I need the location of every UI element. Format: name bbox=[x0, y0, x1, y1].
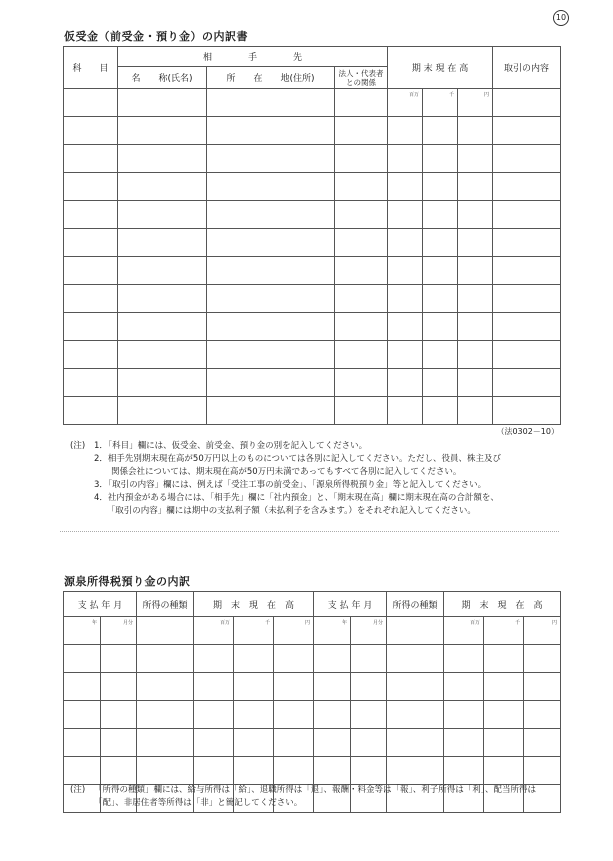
cell-subject[interactable] bbox=[64, 341, 118, 369]
cell-balance-millions[interactable] bbox=[388, 89, 423, 117]
cell-subject[interactable] bbox=[64, 201, 118, 229]
cell-relationship[interactable] bbox=[335, 89, 388, 117]
cell-address[interactable] bbox=[207, 369, 335, 397]
section2-notes bbox=[94, 784, 564, 810]
cell-subject[interactable] bbox=[64, 257, 118, 285]
cell-name[interactable] bbox=[118, 201, 207, 229]
cell-name[interactable] bbox=[118, 285, 207, 313]
cell-balance-thousands[interactable] bbox=[423, 369, 458, 397]
cell-balance-millions[interactable] bbox=[194, 757, 234, 785]
cell-income-type[interactable] bbox=[137, 673, 194, 701]
cell-income-type[interactable] bbox=[137, 729, 194, 757]
cell-address[interactable] bbox=[207, 341, 335, 369]
header-relationship: 法人・代表者との関係 bbox=[335, 67, 388, 89]
cell-balance-yen[interactable] bbox=[458, 229, 493, 257]
cell-balance-millions[interactable] bbox=[388, 117, 423, 145]
cell-balance-yen[interactable] bbox=[458, 397, 493, 425]
cell-details[interactable] bbox=[493, 145, 561, 173]
unit-month: 月分 bbox=[122, 620, 133, 626]
cell-name[interactable] bbox=[118, 89, 207, 117]
header-details: 取引の内容 bbox=[493, 47, 561, 89]
section1-notes bbox=[94, 440, 564, 518]
cell-address[interactable] bbox=[207, 117, 335, 145]
cell-balance-yen[interactable] bbox=[524, 617, 561, 645]
cell-details[interactable] bbox=[493, 313, 561, 341]
cell-balance-yen[interactable] bbox=[458, 201, 493, 229]
unit-yen: 円 bbox=[305, 620, 311, 626]
cell-balance-yen[interactable] bbox=[524, 645, 561, 673]
cell-balance-thousands[interactable] bbox=[423, 257, 458, 285]
cell-balance-millions[interactable] bbox=[388, 285, 423, 313]
header-subject: 科 目 bbox=[64, 47, 118, 89]
cell-year[interactable] bbox=[64, 757, 101, 785]
unit-thousand: 千 bbox=[449, 92, 455, 98]
cell-balance-thousands[interactable] bbox=[423, 173, 458, 201]
note-line: 「取引の内容」欄には期中の支払利子額（未払利子を含みます。）をそれぞれ記入してください。 bbox=[94, 506, 476, 516]
section1-notes-label: (注) bbox=[70, 441, 86, 451]
header-balance: 期 末 現 在 高 bbox=[194, 592, 314, 617]
cell-balance-thousands[interactable] bbox=[423, 117, 458, 145]
cell-balance-thousands[interactable] bbox=[234, 673, 274, 701]
cell-balance-millions[interactable] bbox=[444, 701, 484, 729]
cell-month[interactable] bbox=[101, 757, 137, 785]
cell-details[interactable] bbox=[493, 257, 561, 285]
cell-year[interactable] bbox=[314, 757, 351, 785]
cell-subject[interactable] bbox=[64, 117, 118, 145]
cell-balance-thousands[interactable] bbox=[423, 89, 458, 117]
unit-year: 年 bbox=[91, 620, 97, 626]
cell-balance-thousands[interactable] bbox=[234, 617, 274, 645]
unit-hundred-million: 百万 bbox=[470, 620, 481, 626]
unit-thousand: 千 bbox=[264, 620, 270, 626]
cell-subject[interactable] bbox=[64, 369, 118, 397]
cell-details[interactable] bbox=[493, 173, 561, 201]
cell-subject[interactable] bbox=[64, 285, 118, 313]
cell-income-type[interactable] bbox=[387, 701, 444, 729]
page-number: 10 bbox=[553, 10, 569, 26]
header-payment-month: 支 払 年 月 bbox=[314, 592, 387, 617]
cell-month[interactable] bbox=[101, 729, 137, 757]
unit-thousand: 千 bbox=[515, 620, 521, 626]
cell-details[interactable] bbox=[493, 369, 561, 397]
cell-relationship[interactable] bbox=[335, 397, 388, 425]
cell-balance-thousands[interactable] bbox=[234, 645, 274, 673]
cell-address[interactable] bbox=[207, 257, 335, 285]
cell-balance-millions[interactable] bbox=[444, 729, 484, 757]
cell-balance-thousands[interactable] bbox=[484, 617, 524, 645]
unit-hundred-million: 百万 bbox=[409, 92, 420, 98]
cell-balance-thousands[interactable] bbox=[423, 201, 458, 229]
cell-subject[interactable] bbox=[64, 229, 118, 257]
unit-month: 月分 bbox=[373, 620, 384, 626]
cell-balance-yen[interactable] bbox=[458, 89, 493, 117]
cell-balance-thousands[interactable] bbox=[484, 701, 524, 729]
header-address: 所 在 地(住所) bbox=[207, 67, 335, 89]
cell-balance-yen[interactable] bbox=[524, 729, 561, 757]
cell-month[interactable] bbox=[101, 645, 137, 673]
cell-balance-yen[interactable] bbox=[458, 313, 493, 341]
cell-relationship[interactable] bbox=[335, 201, 388, 229]
cell-balance-millions[interactable] bbox=[388, 145, 423, 173]
cell-details[interactable] bbox=[493, 397, 561, 425]
section1-title: 仮受金（前受金・預り金）の内訳書 bbox=[64, 30, 248, 43]
cell-balance-yen[interactable] bbox=[458, 257, 493, 285]
cell-balance-thousands[interactable] bbox=[484, 645, 524, 673]
cell-balance-thousands[interactable] bbox=[234, 701, 274, 729]
cell-details[interactable] bbox=[493, 117, 561, 145]
unit-yen: 円 bbox=[552, 620, 558, 626]
cell-balance-millions[interactable] bbox=[194, 729, 234, 757]
cell-month[interactable] bbox=[351, 673, 387, 701]
header-name: 名 称(氏名) bbox=[118, 67, 207, 89]
cell-income-type[interactable] bbox=[387, 757, 444, 785]
cell-balance-millions[interactable] bbox=[388, 313, 423, 341]
cell-details[interactable] bbox=[493, 89, 561, 117]
note-line: 関係会社については、期末現在高が50万円未満であってもすべて各別に記入してください。 bbox=[94, 467, 462, 477]
cell-balance-yen[interactable] bbox=[524, 701, 561, 729]
cell-balance-yen[interactable] bbox=[458, 369, 493, 397]
cell-month[interactable] bbox=[101, 673, 137, 701]
form-code: （法0302－10） bbox=[496, 427, 559, 436]
cell-balance-millions[interactable] bbox=[444, 645, 484, 673]
cell-balance-thousands[interactable] bbox=[423, 397, 458, 425]
cell-income-type[interactable] bbox=[137, 757, 194, 785]
cell-year[interactable] bbox=[64, 673, 101, 701]
cell-balance-yen[interactable] bbox=[458, 341, 493, 369]
cell-income-type[interactable] bbox=[137, 701, 194, 729]
cell-name[interactable] bbox=[118, 117, 207, 145]
cell-name[interactable] bbox=[118, 229, 207, 257]
cell-balance-thousands[interactable] bbox=[423, 229, 458, 257]
cell-address[interactable] bbox=[207, 201, 335, 229]
header-balance: 期 末 現 在 高 bbox=[444, 592, 561, 617]
header-income-type: 所得の種類 bbox=[387, 592, 444, 617]
unit-year: 年 bbox=[342, 620, 348, 626]
cell-name[interactable] bbox=[118, 341, 207, 369]
note-line: 1．「科目」欄には、仮受金、前受金、預り金の別を記入してください。 bbox=[94, 441, 368, 451]
cell-subject[interactable] bbox=[64, 173, 118, 201]
cell-year[interactable] bbox=[314, 729, 351, 757]
cell-year[interactable] bbox=[314, 701, 351, 729]
cell-income-type[interactable] bbox=[387, 729, 444, 757]
cell-relationship[interactable] bbox=[335, 313, 388, 341]
note-line: 4．社内預金がある場合には、「相手先」欄に「社内預金」と、「期末現在高」欄に期末現在高の合計額を、 bbox=[94, 493, 499, 503]
cell-income-type[interactable] bbox=[137, 645, 194, 673]
withholding-tax-table bbox=[63, 591, 561, 813]
cell-balance-yen[interactable] bbox=[274, 729, 314, 757]
unit-hundred-million: 百万 bbox=[219, 620, 230, 626]
cell-income-type[interactable] bbox=[387, 673, 444, 701]
cell-balance-thousands[interactable] bbox=[423, 341, 458, 369]
cell-name[interactable] bbox=[118, 173, 207, 201]
cell-balance-yen[interactable] bbox=[458, 173, 493, 201]
cell-name[interactable] bbox=[118, 397, 207, 425]
cell-balance-yen[interactable] bbox=[274, 617, 314, 645]
cell-balance-yen[interactable] bbox=[458, 285, 493, 313]
cell-month[interactable] bbox=[351, 757, 387, 785]
cell-month[interactable] bbox=[351, 701, 387, 729]
cell-subject[interactable] bbox=[64, 89, 118, 117]
cell-balance-yen[interactable] bbox=[274, 645, 314, 673]
cell-income-type[interactable] bbox=[387, 645, 444, 673]
cell-relationship[interactable] bbox=[335, 229, 388, 257]
cell-address[interactable] bbox=[207, 313, 335, 341]
cell-relationship[interactable] bbox=[335, 173, 388, 201]
cell-year[interactable] bbox=[314, 645, 351, 673]
cell-name[interactable] bbox=[118, 369, 207, 397]
cell-balance-millions[interactable] bbox=[444, 617, 484, 645]
cell-balance-thousands[interactable] bbox=[234, 729, 274, 757]
cell-year[interactable] bbox=[64, 617, 101, 645]
cell-income-type[interactable] bbox=[387, 617, 444, 645]
cell-name[interactable] bbox=[118, 257, 207, 285]
cell-balance-thousands[interactable] bbox=[423, 285, 458, 313]
cell-balance-yen[interactable] bbox=[458, 145, 493, 173]
cell-month[interactable] bbox=[351, 617, 387, 645]
cell-balance-millions[interactable] bbox=[388, 397, 423, 425]
cell-balance-millions[interactable] bbox=[194, 617, 234, 645]
cell-balance-yen[interactable] bbox=[274, 757, 314, 785]
note-line: 2．相手先別期末現在高が50万円以上のものについては各別に記入してください。ただし、役員、株主及び bbox=[94, 454, 502, 464]
cell-balance-thousands[interactable] bbox=[423, 313, 458, 341]
cell-subject[interactable] bbox=[64, 313, 118, 341]
cell-month[interactable] bbox=[351, 645, 387, 673]
cell-balance-thousands[interactable] bbox=[484, 729, 524, 757]
cell-balance-millions[interactable] bbox=[388, 341, 423, 369]
cell-subject[interactable] bbox=[64, 145, 118, 173]
cell-balance-millions[interactable] bbox=[388, 369, 423, 397]
cell-balance-millions[interactable] bbox=[388, 201, 423, 229]
cell-year[interactable] bbox=[314, 617, 351, 645]
cell-relationship[interactable] bbox=[335, 369, 388, 397]
cell-balance-millions[interactable] bbox=[444, 757, 484, 785]
cell-balance-thousands[interactable] bbox=[423, 145, 458, 173]
cell-relationship[interactable] bbox=[335, 257, 388, 285]
cell-address[interactable] bbox=[207, 285, 335, 313]
cell-balance-yen[interactable] bbox=[274, 673, 314, 701]
cell-address[interactable] bbox=[207, 89, 335, 117]
note-line: 3．「取引の内容」欄には、例えば「受注工事の前受金」、「源泉所得税預り金」等と記入してください。 bbox=[94, 480, 487, 490]
section2-title: 源泉所得税預り金の内訳 bbox=[64, 575, 191, 588]
cell-relationship[interactable] bbox=[335, 117, 388, 145]
cell-balance-thousands[interactable] bbox=[234, 757, 274, 785]
cell-address[interactable] bbox=[207, 397, 335, 425]
cell-balance-thousands[interactable] bbox=[484, 757, 524, 785]
cell-month[interactable] bbox=[351, 729, 387, 757]
cell-relationship[interactable] bbox=[335, 285, 388, 313]
cell-address[interactable] bbox=[207, 173, 335, 201]
cell-balance-thousands[interactable] bbox=[484, 673, 524, 701]
note-line: 「配」、非居住者等所得は「非」と簡記してください。 bbox=[94, 798, 303, 808]
cell-details[interactable] bbox=[493, 229, 561, 257]
cell-year[interactable] bbox=[64, 729, 101, 757]
cell-month[interactable] bbox=[101, 617, 137, 645]
provisional-receipts-table bbox=[63, 46, 561, 425]
section-divider bbox=[60, 531, 559, 532]
cell-year[interactable] bbox=[64, 701, 101, 729]
cell-balance-millions[interactable] bbox=[194, 645, 234, 673]
cell-subject[interactable] bbox=[64, 397, 118, 425]
cell-balance-yen[interactable] bbox=[458, 117, 493, 145]
cell-balance-yen[interactable] bbox=[524, 673, 561, 701]
cell-address[interactable] bbox=[207, 229, 335, 257]
header-income-type: 所得の種類 bbox=[137, 592, 194, 617]
cell-month[interactable] bbox=[101, 701, 137, 729]
cell-balance-millions[interactable] bbox=[388, 173, 423, 201]
unit-yen: 円 bbox=[484, 92, 490, 98]
cell-balance-millions[interactable] bbox=[194, 673, 234, 701]
cell-balance-millions[interactable] bbox=[388, 229, 423, 257]
cell-income-type[interactable] bbox=[137, 617, 194, 645]
header-payment-month: 支 払 年 月 bbox=[64, 592, 137, 617]
cell-name[interactable] bbox=[118, 145, 207, 173]
cell-address[interactable] bbox=[207, 145, 335, 173]
section2-notes-label: (注) bbox=[70, 785, 86, 795]
cell-balance-millions[interactable] bbox=[194, 701, 234, 729]
cell-details[interactable] bbox=[493, 285, 561, 313]
header-counterparty: 相 手 先 bbox=[118, 47, 388, 67]
cell-details[interactable] bbox=[493, 201, 561, 229]
cell-year[interactable] bbox=[314, 673, 351, 701]
cell-balance-yen[interactable] bbox=[274, 701, 314, 729]
note-line: 「所得の種類」欄には、給与所得は「給」、退職所得は「退」、報酬・料金等は「報」、利子所得は「利」、配当所得は bbox=[94, 785, 537, 795]
cell-relationship[interactable] bbox=[335, 341, 388, 369]
cell-relationship[interactable] bbox=[335, 145, 388, 173]
cell-name[interactable] bbox=[118, 313, 207, 341]
cell-balance-millions[interactable] bbox=[444, 673, 484, 701]
cell-year[interactable] bbox=[64, 645, 101, 673]
cell-details[interactable] bbox=[493, 341, 561, 369]
cell-balance-yen[interactable] bbox=[524, 757, 561, 785]
header-balance: 期 末 現 在 高 bbox=[388, 47, 493, 89]
cell-balance-millions[interactable] bbox=[388, 257, 423, 285]
